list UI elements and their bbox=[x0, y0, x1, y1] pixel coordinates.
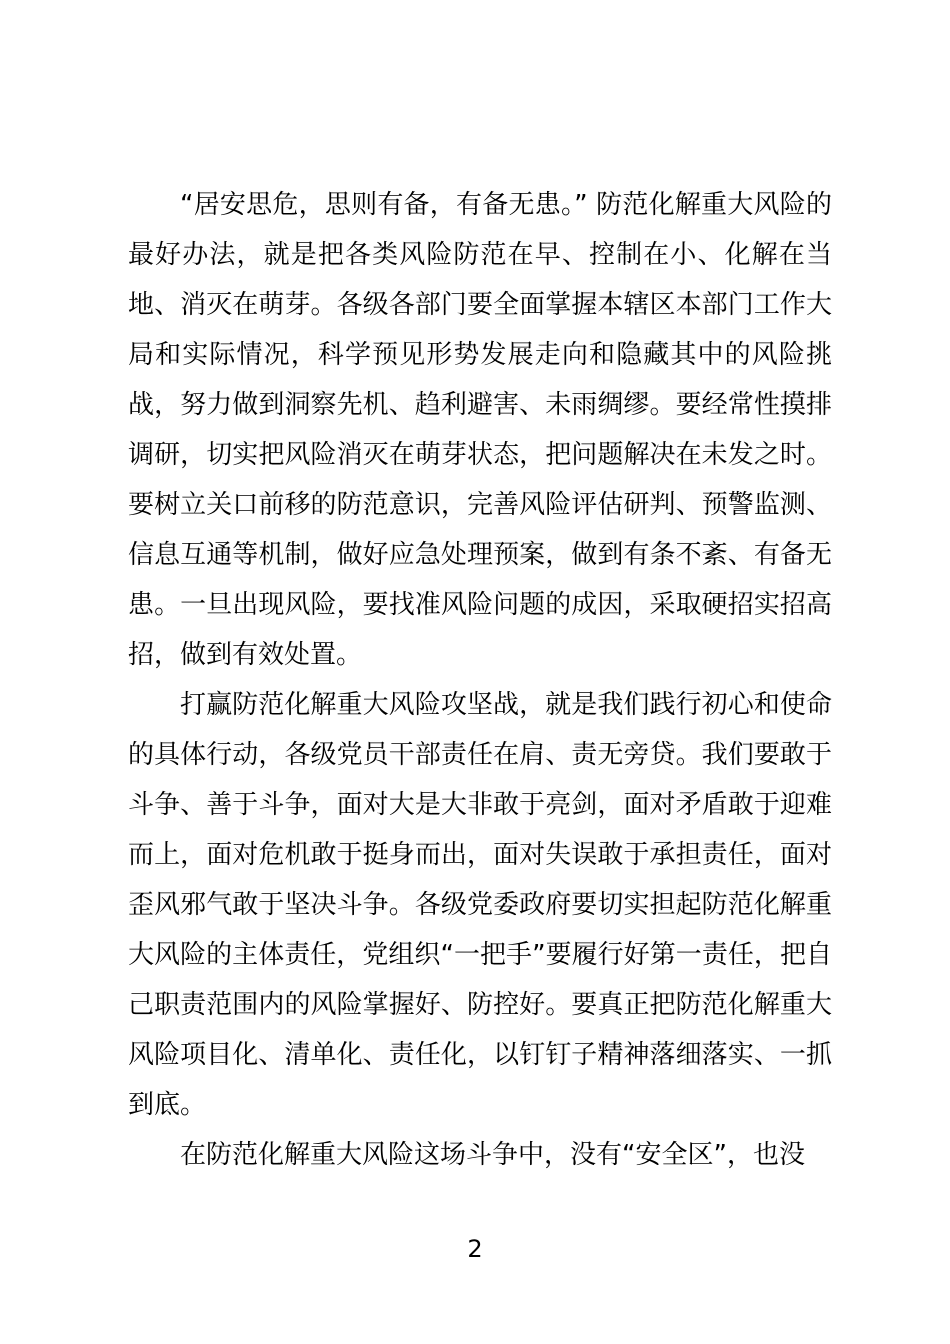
paragraph-1: “居安思危，思则有备，有备无患。” 防范化解重大风险的最好办法，就是把各类风险防范在早、控制在小、化解在当地、消灭在萌芽。各级各部门要全面掌握本辖区本部门工作大局和实际情况，科学预见形势发展走向和隐藏其中的风险挑战，努力做到洞察先机、趋利避害、未雨绸缪。要经常性摸排调研，切实把风险消灭在萌芽状态，把问题解决在未发之时。要树立关口前移的防范意识，完善风险评估研判、预警监测、信息互通等机制，做好应急处理预案，做到有条不紊、有备无患。一旦出现风险，要找准风险问题的成因，采取硬招实招高招，做到有效处置。 bbox=[128, 190, 832, 670]
paragraph-3: 在防范化解重大风险这场斗争中，没有“安全区”，也没 bbox=[180, 1140, 805, 1170]
body-text bbox=[128, 180, 832, 1180]
paragraph-2: 打赢防范化解重大风险攻坚战，就是我们践行初心和使命的具体行动，各级党员干部责任在肩、责无旁贷。我们要敢于斗争、善于斗争，面对大是大非敢于亮剑，面对矛盾敢于迎难而上，面对危机敢于挺身而出，面对失误敢于承担责任，面对歪风邪气敢于坚决斗争。各级党委政府要切实担起防范化解重大风险的主体责任，党组织“一把手”要履行好第一责任，把自己职责范围内的风险掌握好、防控好。要真正把防范化解重大风险项目化、清单化、责任化，以钉钉子精神落细落实、一抓到底。 bbox=[128, 690, 832, 1120]
page-number: 2 bbox=[467, 1235, 483, 1263]
